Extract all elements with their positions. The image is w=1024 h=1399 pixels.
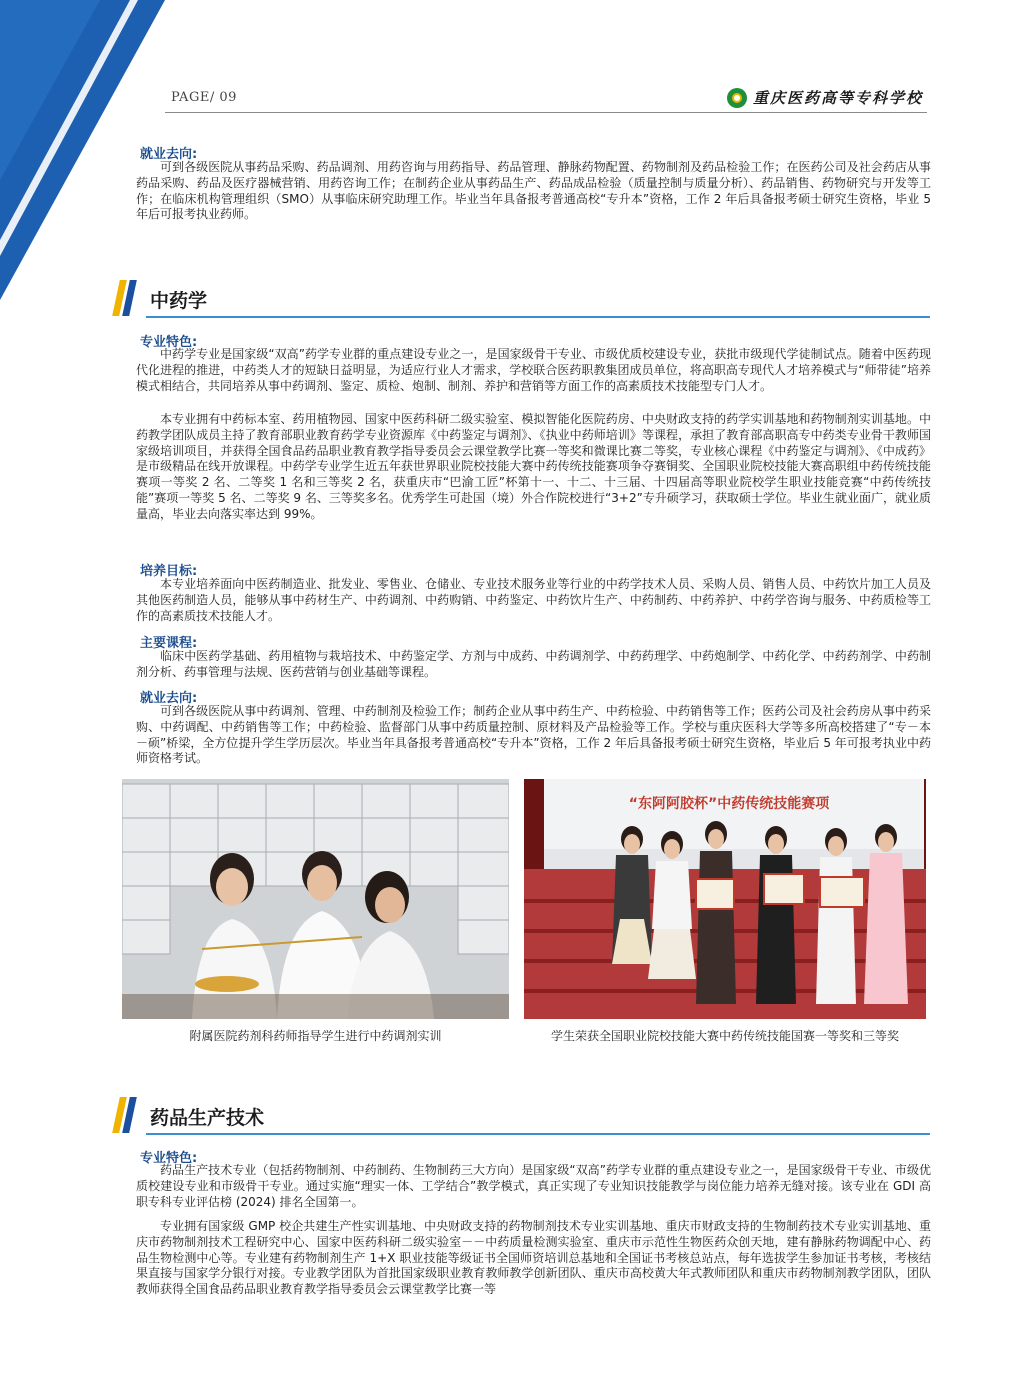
page-header bbox=[165, 84, 927, 113]
tcm-features-p1: 中药学专业是国家级“双高”药学专业群的重点建设专业之一，是国家级骨干专业、市级优质校建设专业，获批市级现代学徒制试点。随着中医药现代化进程的推进，中药类人才的短缺日益明显，为适应行业人才需求，学校联合医药职教集团成员单位，将高职高专现代人才培养模式与“师带徒”培养模式相结合，共同培养从事中药调剂、鉴定、质检、炮制、制剂、养护和营销等方面工作的高素质技术技能型专门人才。 bbox=[136, 347, 931, 393]
tcm-section-title: 中药学 bbox=[150, 290, 208, 312]
tcm-goals-text: 本专业培养面向中医药制造业、批发业、零售业、仓储业、专业技术服务业等行业的中药学技术人员、采购人员、销售人员、中药饮片加工人员及其他医药制造人员，能够从事中药材生产、中药调剂、中药购销、中药鉴定、中药饮片生产、中药制药、中药养护、中药学咨询与服务、中药质检等工作的高素质技术技能人才。 bbox=[136, 577, 931, 623]
school-emblem-icon bbox=[727, 88, 747, 108]
tcm-courses-heading: 主要课程: bbox=[140, 636, 198, 651]
tcm-courses-text: 临床中医药学基础、药用植物与栽培技术、中药鉴定学、方剂与中成药、中药调剂学、中药药理学、中药炮制学、中药化学、中药药剂学、中药制剂分析、药事管理与法规、医药营销与创业基础等课程。 bbox=[136, 649, 931, 679]
tcm-section-header bbox=[110, 276, 930, 322]
section-rule bbox=[146, 1133, 930, 1135]
page-number: PAGE/ 09 bbox=[171, 90, 237, 105]
school-logo bbox=[727, 87, 923, 108]
tcm-goals-heading: 培养目标: bbox=[140, 564, 198, 579]
photo-right-caption: 学生荣获全国职业院校技能大赛中药传统技能国赛一等奖和三等奖 bbox=[550, 1029, 899, 1043]
photo-award-illustration bbox=[524, 779, 926, 1019]
photo-left-caption: 附属医院药剂科药师指导学生进行中药调剂实训 bbox=[189, 1029, 442, 1043]
pharmacy-employment-text: 可到各级医院从事药品采购、药品调剂、用药咨询与用药指导、药品管理、静脉药物配置、药物制剂及药品检验工作；在医药公司及社会药店从事药品采购、药品及医疗器械营销、用药咨询工作；在制药企业从事药品生产、药品成品检验（质量控制与质量分析）、药品销售、药物研究与开发等工作；在临床机构管理组织（SMO）从事临床研究助理工作。毕业当年具备报考普通高校“专升本”资格，工作 2 年后具备报考硕士研究生资格，毕业 5 年后可报考执业药师。 bbox=[136, 160, 931, 222]
tcm-employment-text: 可到各级医院从事中药调剂、管理、中药制剂及检验工作；制药企业从事中药生产、中药检验、中药销售等工作；医药公司及社会药房从事中药采购、中药调配、中药销售等工作；中药检验、监督部门从事中药质量控制、原材料及产品检验等工作。学校与重庆医科大学等多所高校搭建了“专－本－硕”桥梁，全方位提升学生学历层次。毕业当年具备报考普通高校“专升本”资格，工作 2 年后具备报考硕士研究生资格，毕业后 5 年可报考执业中药师资格考试。 bbox=[136, 704, 931, 766]
drug-production-section-title: 药品生产技术 bbox=[150, 1107, 265, 1129]
pharmacy-employment-heading: 就业去向: bbox=[140, 147, 198, 162]
drug-production-section-header bbox=[110, 1093, 930, 1139]
tcm-features-heading: 专业特色: bbox=[140, 335, 198, 350]
section-rule bbox=[146, 316, 930, 318]
photo-tcm-dispensing-training bbox=[122, 779, 509, 1019]
drug-production-p1: 药品生产技术专业（包括药物制剂、中药制药、生物制药三大方向）是国家级“双高”药学专业群的重点建设专业之一，是国家级骨干专业、市级优质校建设专业和市级骨干专业。通过实施“理实一体、工学结合”教学模式，真正实现了专业知识技能教学与岗位能力培养无缝对接。该专业在 GDI 高职专科专业评估榜 (2024) 排名全国第一。 bbox=[136, 1163, 931, 1209]
school-name: 重庆医药高等专科学校 bbox=[752, 89, 923, 107]
photo-banner-text: “东阿阿胶杯”中药传统技能赛项 bbox=[628, 796, 830, 812]
drug-production-features-heading: 专业特色: bbox=[140, 1151, 198, 1166]
drug-production-p2: 专业拥有国家级 GMP 校企共建生产性实训基地、中央财政支持的药物制剂技术专业实训基地、重庆市财政支持的生物制药技术专业实训基地、重庆市药物制剂技术工程研究中心、国家中医药科研二级实验室－－中药质量检测实验室、重庆市示范性生物医药众创天地，建有静脉药物调配中心、药品生物检测中心等。专业建有药物制剂生产 1+X 职业技能等级证书全国师资培训总基地和全国证书考核总站点，每年选拔学生参加证书考核，考核结果直接与国家学分银行对接。专业教学团队为首批国家级职业教育教师教学创新团队、重庆市高校黄大年式教师团队和重庆市药物制剂教学团队，团队教师获得全国食品药品职业教育教学指导委员会云课堂教学比赛一等 bbox=[136, 1219, 931, 1297]
tcm-features-p2: 本专业拥有中药标本室、药用植物园、国家中医药科研二级实验室、模拟智能化医院药房、中央财政支持的药学实训基地和药物制剂实训基地。中药教学团队成员主持了教育部职业教育药学专业资源库《中药鉴定与调剂》、《执业中药师培训》等课程，承担了教育部高职高专中药类专业骨干教师国家级培训项目，并获得全国食品药品职业教育教学指导委员会云课堂教学比赛一等奖和微课比赛二等奖，专业核心课程《中药鉴定与调剂》、《中成药》是市级精品在线开放课程。中药学专业学生近五年获世界职业院校技能大赛中药传统技能赛项争夺赛铜奖、全国职业院校技能大赛高职组中药传统技能赛项一等奖 2 名、二等奖 1 名和三等奖 2 名，获重庆市“巴渝工匠”杯第十一、十二、十三届、十四届高等职业院校学生职业技能竞赛“中药传统技能”赛项一等奖 5 名、二等奖 9 名、三等奖多名。优秀学生可赴国（境）外合作院校进行“3+2”专升硕学习，获取硕士学位。毕业生就业面广，就业质量高，毕业去向落实率达到 99%。 bbox=[136, 412, 931, 521]
photo-training-illustration bbox=[122, 779, 509, 1019]
tcm-employment-heading: 就业去向: bbox=[140, 691, 198, 706]
photo-award-ceremony bbox=[524, 779, 926, 1019]
